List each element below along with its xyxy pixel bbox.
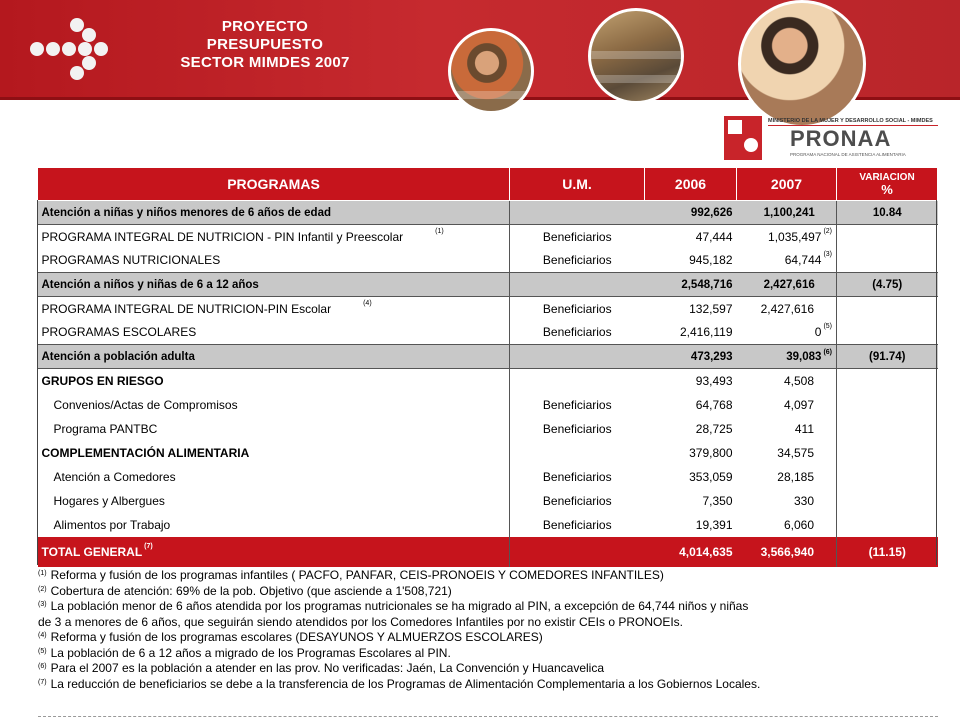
row-um (510, 369, 645, 393)
row-label-text: Alimentos por Trabajo (53, 517, 171, 532)
row-value-2007-pad (814, 374, 832, 388)
row-label (38, 417, 510, 441)
row-label-text: Hogares y Albergues (53, 493, 165, 508)
bottom-divider (38, 716, 938, 717)
row-value-2007-pad (814, 302, 832, 316)
logo-dot (70, 66, 84, 80)
row-label (38, 345, 510, 369)
row-value-2007 (737, 441, 837, 465)
row-label-text: PROGRAMAS ESCOLARES (41, 325, 197, 340)
row-label (38, 225, 510, 249)
row-label-text: Atención a niñas y niños menores de 6 años de edad (41, 206, 331, 219)
row-value-2007-text: 3,566,940 (760, 544, 814, 559)
row-um: Beneficiarios (510, 513, 645, 537)
row-value-2007-pad (814, 422, 832, 436)
table-row (38, 417, 938, 441)
footnote (38, 568, 938, 584)
row-um (510, 441, 645, 465)
row-value-2007-text: 4,097 (783, 397, 814, 412)
logo-dot (46, 42, 60, 56)
footnote-number: (6) (38, 663, 47, 670)
row-label (38, 297, 510, 321)
header-variacion-label: VARIACION (859, 172, 915, 183)
row-value-2007 (737, 225, 837, 249)
footnote (38, 661, 938, 677)
header-pct-label: % (881, 182, 893, 197)
row-label-text: PROGRAMAS NUTRICIONALES (41, 253, 221, 268)
logo-dot (94, 42, 108, 56)
footnote (38, 584, 938, 600)
row-variacion (837, 321, 938, 345)
row-value-2007-text: 39,083 (786, 350, 822, 363)
logo-subtitle: PROGRAMA NACIONAL DE ASISTENCIA ALIMENTARIA (790, 152, 906, 157)
row-value-2006: 7,350 (702, 493, 733, 508)
row-value-2007 (737, 345, 837, 369)
table-row (38, 225, 938, 249)
footnote-text: Cobertura de atención: 69% de la pob. Objetivo (que asciende a 1'508,721) (50, 583, 452, 598)
footnote (38, 630, 938, 646)
row-um: Beneficiarios (510, 321, 645, 345)
table-row (38, 321, 938, 345)
row-label (38, 489, 510, 513)
row-um: Beneficiarios (510, 417, 645, 441)
footnote-number: (2) (38, 585, 47, 593)
footnote-number: (4) (38, 632, 47, 639)
row-value-2007-text: 411 (794, 421, 814, 436)
row-um: Beneficiarios (510, 225, 645, 249)
budget-table (37, 167, 938, 567)
page-title (160, 18, 370, 72)
row-value-2007-pad (814, 494, 832, 508)
pronaa-logo-mark (724, 116, 762, 160)
photo-workers-image (588, 8, 684, 104)
row-value-2006: 132,597 (689, 301, 733, 316)
footnote-number: (5) (38, 647, 47, 655)
header-variacion (837, 168, 938, 201)
row-label-text: PROGRAMA INTEGRAL DE NUTRICION - PIN Infantil y Preescolar (41, 229, 404, 244)
row-value-2007 (737, 465, 837, 489)
photo-mother-child-image (738, 0, 866, 128)
row-label-text: Atención a población adulta (41, 350, 195, 363)
table-row (38, 201, 938, 225)
row-value-2007-pad (815, 207, 832, 219)
row-label-text: COMPLEMENTACIÓN ALIMENTARIA (41, 445, 250, 460)
footnote-text: La población de 6 a 12 años a migrado de los Programas Escolares al PIN. (50, 645, 451, 660)
row-value-2007-text: 1,035,497 (768, 229, 822, 244)
photo-women-image (448, 28, 534, 114)
logo-dot (70, 18, 84, 32)
row-label-text: TOTAL GENERAL (41, 544, 143, 559)
row-value-2007-pad (814, 398, 832, 412)
footnote-text: La población menor de 6 años atendida por los programas nutricionales se ha migrado al PIN, a excepción de 64,744 niños y niñas (50, 599, 749, 613)
row-variacion (837, 513, 938, 537)
row-label (38, 369, 510, 393)
row-label (38, 465, 510, 489)
row-value-2007 (737, 537, 837, 567)
row-label (38, 321, 510, 345)
logo-name: PRONAA (790, 126, 892, 151)
row-variacion (837, 369, 938, 393)
header-2007: 2007 (737, 168, 837, 201)
footnote-text: Para el 2007 es la población a atender en las prov. No verificadas: Jaén, La Convención y Huancavelica (50, 661, 605, 675)
pronaa-logo (724, 116, 938, 162)
footnote-text: La reducción de beneficiarios se debe a la transferencia de los Programas de Alimentación Complementaria a los Gobiernos Locales. (50, 676, 761, 691)
row-value-2007-text: 1,100,241 (763, 206, 815, 219)
footnote-text: Reforma y fusión de los programas infantiles ( PACFO, PANFAR, CEIS-PRONOEIS Y COMEDORES INFANTILES) (50, 568, 664, 582)
row-value-2007 (737, 513, 837, 537)
row-variacion (837, 297, 938, 321)
row-value-2007-text: 28,185 (777, 469, 814, 484)
row-um: Beneficiarios (510, 465, 645, 489)
row-label (38, 441, 510, 465)
row-value-2006: 19,391 (695, 517, 733, 532)
row-um (510, 201, 645, 225)
footnote (38, 646, 938, 662)
table-row (38, 345, 938, 369)
row-value-2007 (737, 321, 837, 345)
row-label-text: Convenios/Actas de Compromisos (53, 397, 238, 412)
title-line-3: SECTOR MIMDES 2007 (180, 54, 350, 71)
row-label-text: Atención a niños y niñas de 6 a 12 años (41, 278, 259, 291)
row-value-2006: 4,014,635 (645, 537, 737, 567)
row-value-2006: 473,293 (645, 345, 737, 369)
table-row (38, 249, 938, 273)
row-label (38, 249, 510, 273)
row-label (38, 273, 510, 297)
table-row (38, 537, 938, 567)
row-value-2006: 945,182 (689, 253, 733, 268)
row-label-note: (1) (435, 227, 444, 235)
row-label (38, 201, 510, 225)
footnote-number: (3) (38, 601, 47, 608)
row-variacion: 10.84 (837, 201, 938, 225)
row-variacion: (4.75) (837, 273, 938, 297)
table-header-row (38, 168, 938, 201)
row-value-2007-pad (815, 279, 832, 291)
row-label-text: GRUPOS EN RIESGO (41, 373, 164, 388)
row-value-2006: 93,493 (695, 373, 733, 388)
table-row (38, 441, 938, 465)
row-um (510, 273, 645, 297)
table-row (38, 489, 938, 513)
logo-dot (78, 42, 92, 56)
row-label-text: Atención a Comedores (53, 469, 176, 484)
row-variacion: (11.15) (837, 537, 938, 567)
row-value-2007-note: (2) (823, 227, 832, 235)
row-value-2007-text: 2,427,616 (760, 301, 814, 316)
header-programas: PROGRAMAS (38, 168, 510, 201)
row-value-2007 (737, 297, 837, 321)
row-value-2007-text: 34,575 (777, 445, 814, 460)
row-value-2006: 28,725 (695, 421, 733, 436)
row-value-2006: 47,444 (695, 229, 733, 244)
footnote-number: (1) (38, 570, 47, 577)
row-value-2007-pad (814, 518, 832, 532)
mimdes-logo-dots (30, 14, 110, 84)
row-value-2007 (737, 417, 837, 441)
table-row (38, 393, 938, 417)
row-label-note: (7) (144, 542, 153, 550)
row-label-note: (4) (363, 299, 372, 307)
table-row (38, 297, 938, 321)
row-value-2006: 353,059 (689, 469, 733, 484)
row-label (38, 537, 510, 567)
table-row (38, 465, 938, 489)
row-um (510, 345, 645, 369)
table-row (38, 369, 938, 393)
row-variacion (837, 393, 938, 417)
row-value-2007 (737, 393, 837, 417)
row-value-2007-note: (3) (823, 251, 832, 259)
footnote-text: Reforma y fusión de los programas escolares (DESAYUNOS Y ALMUERZOS ESCOLARES) (50, 630, 543, 644)
row-value-2007 (737, 369, 837, 393)
row-label (38, 393, 510, 417)
row-variacion: (91.74) (837, 345, 938, 369)
row-variacion (837, 489, 938, 513)
row-value-2006: 992,626 (645, 201, 737, 225)
row-um (510, 537, 645, 567)
row-value-2007-pad (814, 470, 832, 484)
row-um: Beneficiarios (510, 297, 645, 321)
footnotes (38, 568, 938, 692)
row-value-2007-text: 0 (814, 325, 822, 340)
row-value-2007-text: 4,508 (783, 373, 814, 388)
row-value-2007-pad (814, 545, 832, 559)
logo-dot (82, 28, 96, 42)
logo-dot (62, 42, 76, 56)
row-value-2006: 64,768 (695, 397, 733, 412)
row-value-2007 (737, 249, 837, 273)
row-value-2007-text: 2,427,616 (763, 278, 815, 291)
row-value-2007-text: 330 (793, 493, 814, 508)
row-value-2007-text: 6,060 (783, 517, 814, 532)
row-um: Beneficiarios (510, 249, 645, 273)
title-line-2: PRESUPUESTO (206, 36, 324, 53)
logo-dot (82, 56, 96, 70)
header-um: U.M. (510, 168, 645, 201)
row-label (38, 513, 510, 537)
row-value-2007-pad (814, 446, 832, 460)
row-variacion (837, 225, 938, 249)
row-value-2007-text: 64,744 (784, 253, 822, 268)
footnote (38, 677, 938, 693)
row-label-text: PROGRAMA INTEGRAL DE NUTRICION-PIN Escolar (41, 301, 332, 316)
footnote-continuation: de 3 a menores de 6 años, que seguirán siendo atendidos por los Comedores Infantiles por no existir CEIs o PRONOEIs. (38, 614, 684, 629)
row-variacion (837, 441, 938, 465)
row-value-2006: 2,548,716 (645, 273, 737, 297)
row-value-2007 (737, 273, 837, 297)
row-um: Beneficiarios (510, 489, 645, 513)
header-2006: 2006 (645, 168, 737, 201)
logo-ministry-text: MINISTERIO DE LA MUJER Y DESARROLLO SOCIAL - MIMDES (768, 118, 933, 124)
row-value-2006: 379,800 (689, 445, 733, 460)
row-label-text: Programa PANTBC (53, 421, 158, 436)
title-line-1: PROYECTO (221, 18, 309, 35)
row-variacion (837, 465, 938, 489)
table-row (38, 513, 938, 537)
row-value-2007 (737, 201, 837, 225)
table-row (38, 273, 938, 297)
row-variacion (837, 417, 938, 441)
footnote (38, 599, 938, 615)
footnote-number: (7) (38, 678, 47, 686)
row-value-2007-note: (5) (823, 323, 832, 331)
row-value-2007-note: (6) (823, 348, 832, 356)
row-variacion (837, 249, 938, 273)
row-um: Beneficiarios (510, 393, 645, 417)
row-value-2007 (737, 489, 837, 513)
row-value-2006: 2,416,119 (680, 325, 733, 340)
logo-dot (30, 42, 44, 56)
